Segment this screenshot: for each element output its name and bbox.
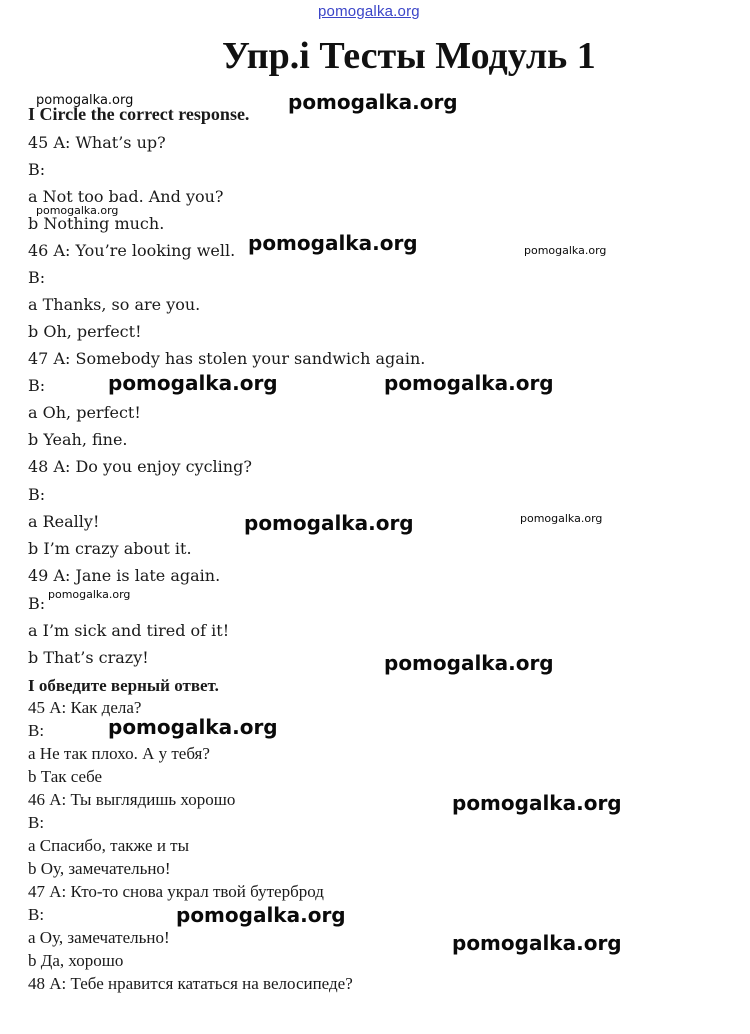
watermark: pomogalka.org bbox=[288, 90, 458, 114]
dialogue-line: B: bbox=[28, 594, 46, 613]
dialogue-line: 45 A: What’s up? bbox=[28, 133, 166, 152]
answer-option: a Oh, perfect! bbox=[28, 403, 141, 422]
dialogue-line: 46 А: Ты выглядишь хорошо bbox=[28, 790, 236, 809]
answer-option: b Oh, perfect! bbox=[28, 322, 142, 341]
answer-option: a Спасибо, также и ты bbox=[28, 836, 190, 855]
exercise-instruction-ru: I обведите верный ответ. bbox=[28, 676, 219, 695]
dialogue-line: 47 А: Кто-то снова украл твой бутерброд bbox=[28, 882, 324, 901]
answer-option: b Nothing much. bbox=[28, 214, 165, 233]
dialogue-line: 45 А: Как дела? bbox=[28, 698, 142, 717]
watermark: pomogalka.org bbox=[108, 715, 278, 739]
watermark: pomogalka.org bbox=[384, 371, 554, 395]
answer-option: b Да, хорошо bbox=[28, 951, 124, 970]
dialogue-line: B: bbox=[28, 376, 46, 395]
answer-option: a Не так плохо. А у тебя? bbox=[28, 744, 210, 763]
watermark: pomogalka.org bbox=[36, 93, 134, 108]
dialogue-line: B: bbox=[28, 268, 46, 287]
answer-option: a I’m sick and tired of it! bbox=[28, 621, 230, 640]
watermark: pomogalka.org bbox=[524, 244, 607, 257]
answer-option: a Not too bad. And you? bbox=[28, 187, 224, 206]
answer-option: a Really! bbox=[28, 512, 100, 531]
watermark: pomogalka.org bbox=[384, 651, 554, 675]
watermark: pomogalka.org bbox=[248, 231, 418, 255]
answer-option: b Yeah, fine. bbox=[28, 430, 128, 449]
exercise-instruction-en: I Circle the correct response. bbox=[28, 104, 250, 124]
dialogue-line: B: bbox=[28, 485, 46, 504]
watermark: pomogalka.org bbox=[244, 511, 414, 535]
watermark: pomogalka.org bbox=[452, 791, 622, 815]
watermark: pomogalka.org bbox=[452, 931, 622, 955]
watermark: pomogalka.org bbox=[36, 204, 119, 217]
answer-option: b Так себе bbox=[28, 767, 103, 786]
watermark: pomogalka.org bbox=[176, 903, 346, 927]
answer-option: b Оу, замечательно! bbox=[28, 859, 171, 878]
watermark: pomogalka.org bbox=[48, 588, 131, 601]
answer-option: a Оу, замечательно! bbox=[28, 928, 170, 947]
page-title: Упр.i Тесты Модуль 1 bbox=[222, 35, 596, 77]
dialogue-line: 48 А: Тебе нравится кататься на велосипеде? bbox=[28, 974, 353, 993]
answer-option: b That’s crazy! bbox=[28, 648, 149, 667]
dialogue-line: 48 A: Do you enjoy cycling? bbox=[28, 457, 252, 476]
watermark: pomogalka.org bbox=[520, 512, 603, 525]
dialogue-line: 49 A: Jane is late again. bbox=[28, 566, 221, 585]
dialogue-line: В: bbox=[28, 813, 45, 832]
answer-option: b I’m crazy about it. bbox=[28, 539, 192, 558]
watermark: pomogalka.org bbox=[108, 371, 278, 395]
dialogue-line: B: bbox=[28, 160, 46, 179]
answer-option: a Thanks, so are you. bbox=[28, 295, 201, 314]
site-link[interactable]: pomogalka.org bbox=[318, 3, 420, 20]
dialogue-line: 47 A: Somebody has stolen your sandwich again. bbox=[28, 349, 426, 368]
dialogue-line: 46 A: You’re looking well. bbox=[28, 241, 236, 260]
dialogue-line: В: bbox=[28, 905, 45, 924]
dialogue-line: В: bbox=[28, 721, 45, 740]
